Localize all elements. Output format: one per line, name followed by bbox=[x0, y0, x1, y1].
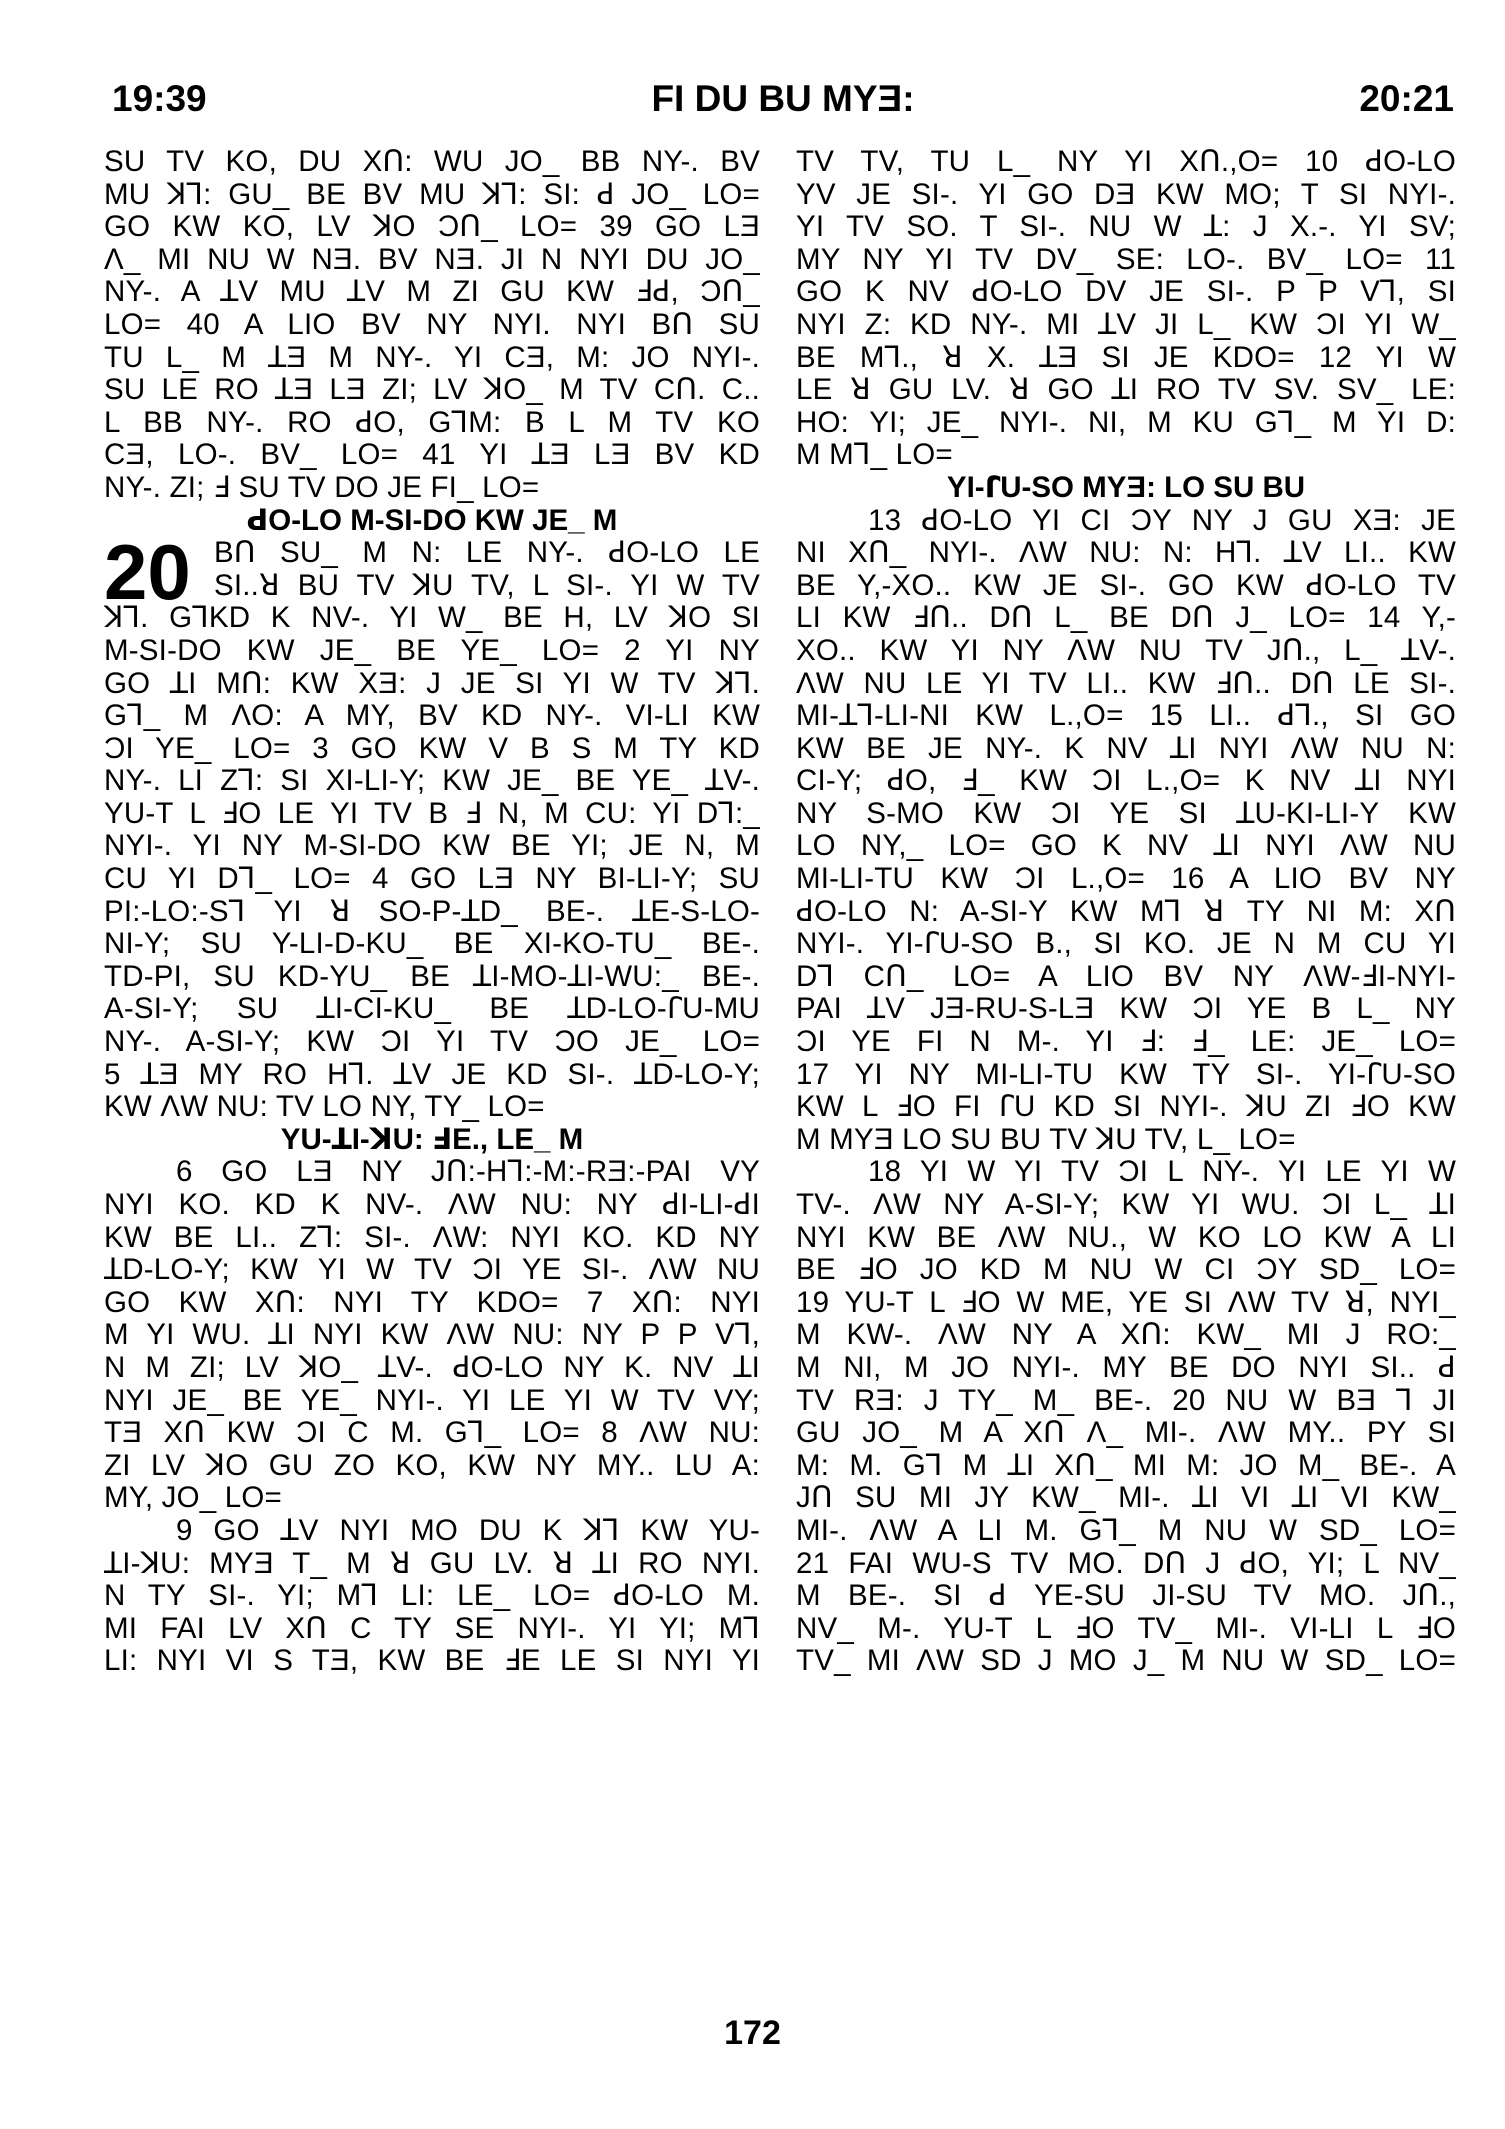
text-line: 5 ꓕƎ MY RO Hꓶ. ꓕV JE KD SI-. ꓕD-LO-Y; bbox=[104, 1058, 760, 1091]
text-line: A-SI-Y; SU ꓕI-CI-KU_ BE ꓕD-LO-ꓩU-MU bbox=[104, 993, 760, 1026]
text-line: 18 YI W YI TV ƆI L NY-. YI LE YI W bbox=[868, 1156, 1456, 1189]
text-line: NYI KW BE ΛW NU., W KO LO KW A LI bbox=[796, 1221, 1456, 1254]
text-line: 6 GO LƎ NY JՈ:-Hꓶ:-M:-RƎ:-PAI VY bbox=[176, 1156, 760, 1189]
text-line: XO.. KW YI NY ΛW NU TV JՈ., L_ ꓕV-. bbox=[796, 634, 1456, 667]
text-line: ꓒO-LO N: A-SI-Y KW Mꓶ ꓤ TY NI M: XՈ bbox=[796, 895, 1456, 928]
text-line: YI TV SO. T SI-. NU W ꓕ: J X.-. YI SV; bbox=[796, 211, 1456, 244]
text-line: TV-. ΛW NY A-SI-Y; KW YI WU. ƆI L_ ꓕI bbox=[796, 1189, 1456, 1221]
section-heading: ꓒO-LO M-SI-DO KW JE_ M bbox=[246, 503, 618, 537]
text-line: SU TV KO, DU XՈ: WU JO_ BB NY-. BV bbox=[104, 146, 760, 178]
text-line: N TY SI-. YI; Mꓶ LI: LE_ LO= ꓒO-LO M. bbox=[104, 1580, 760, 1613]
text-line: MI FAI LV XՈ C TY SE NYI-. YI YI; Mꓶ bbox=[104, 1612, 760, 1645]
text-line: GO KW XՈ: NYI TY KDO= 7 XՈ: NYI bbox=[104, 1286, 760, 1319]
text-line: MI-LI-TU KW ƆI L.,O= 16 A LIO BV NY bbox=[796, 863, 1456, 896]
text-line: ƆI YE FI N M-. YI ꓞ: ꓞ_ LE: JE_ LO= bbox=[796, 1026, 1456, 1059]
left-column bbox=[104, 146, 760, 1678]
text-line: L BB NY-. RO ꓒO, GꓶM: B L M TV KO bbox=[104, 406, 760, 439]
text-line: NY-. A ꓕV MU ꓕV M ZI GU KW ꓞꓒ, ƆՈ_ bbox=[104, 276, 760, 309]
text-line: NYI-. YI NY M-SI-DO KW BE YI; JE N, M bbox=[104, 830, 760, 863]
page-number: 172 bbox=[724, 2014, 781, 2052]
text-line: MI-ꓕꓶ-LI-NI KW L.,O= 15 LI.. ꓒꓶ., SI GO bbox=[796, 700, 1456, 733]
right-text-block-c bbox=[796, 1156, 1456, 1678]
text-line: YU-T L ꓞO LE YI TV B ꓞ N, M CU: YI Dꓶ:_ bbox=[104, 797, 760, 830]
text-line: 17 YI NY MI-LI-TU KW TY SI-. YI-ꓩU-SO bbox=[796, 1058, 1456, 1091]
text-line: MY, JO_ LO= bbox=[104, 1482, 282, 1515]
text-line: CƎ, LO-. BV_ LO= 41 YI ꓕƎ LƎ BV KD bbox=[104, 439, 760, 472]
text-line: Λ_ MI NU W NƎ. BV NƎ. JI N NYI DU JO_ bbox=[104, 243, 760, 276]
right-column bbox=[796, 146, 1456, 1678]
text-line: GO KW KO, LV ꓘO ƆՈ_ LO= 39 GO LƎ bbox=[104, 211, 760, 244]
text-line: M-SI-DO KW JE_ BE YE_ LO= 2 YI NY bbox=[104, 634, 760, 667]
text-line: M NI, M JO NYI-. MY BE DO NYI SI.. ꓒ bbox=[796, 1351, 1456, 1384]
text-line: ꓕI-ꓘU: MYƎ T_ M ꓤ GU LV. ꓤ ꓕI RO NYI. bbox=[104, 1547, 760, 1580]
header-left-ref: 19:39 bbox=[112, 78, 207, 119]
text-line: YV JE SI-. YI GO DƎ KW MO; T SI NYI-. bbox=[796, 178, 1456, 211]
text-line: 9 GO ꓕV NYI MO DU K ꓘꓶ KW YU- bbox=[176, 1514, 760, 1547]
text-line: BՈ SU_ M N: LE NY-. ꓒO-LO LE bbox=[214, 537, 760, 570]
text-line: Dꓶ CՈ_ LO= A LIO BV NY ΛW-ꓞI-NYI- bbox=[796, 960, 1456, 993]
text-line: NI-Y; SU Y-LI-D-KU_ BE XI-KO-TU_ BE-. bbox=[104, 928, 760, 961]
left-text-block-d bbox=[104, 1515, 760, 1678]
text-line: NY-. ZI; ꓞ SU TV DO JE FI_ LO= bbox=[104, 471, 540, 504]
text-line: LO= 40 A LIO BV NY NYI. NYI BՈ SU bbox=[104, 308, 760, 341]
text-line: TU L_ M ꓕƎ M NY-. YI CƎ, M: JO NYI-. bbox=[104, 341, 760, 374]
text-line: MY NY YI TV DV_ SE: LO-. BV_ LO= 11 bbox=[796, 243, 1456, 276]
header-right-ref: 20:21 bbox=[1359, 78, 1454, 119]
text-line: JՈ SU MI JY KW_ MI-. ꓕI VI ꓕI VI KW_ bbox=[796, 1482, 1456, 1515]
left-text-block-b bbox=[104, 602, 760, 1124]
text-line: TƎ XՈ KW ƆI C M. Gꓶ_ LO= 8 ΛW NU: bbox=[104, 1417, 760, 1450]
right-text-block-b bbox=[796, 505, 1456, 1157]
text-line: N M ZI; LV ꓘO_ ꓕV-. ꓒO-LO NY K. NV ꓕI bbox=[104, 1351, 760, 1384]
text-line: PAI ꓕV JƎ-RU-S-LƎ KW ƆI YE B L_ NY bbox=[796, 993, 1456, 1026]
text-line: KW BE LI.. Zꓶ: SI-. ΛW: NYI KO. KD NY bbox=[104, 1221, 760, 1254]
text-line: NI XՈ_ NYI-. ΛW NU: N: Hꓶ. ꓕV LI.. KW bbox=[796, 537, 1456, 570]
section-heading: YI-ꓩU-SO MYƎ: LO SU BU bbox=[946, 470, 1306, 504]
text-line: KW ΛW NU: TV LO NY, TY_ LO= bbox=[104, 1091, 545, 1124]
text-line: NY-. LI Zꓶ: SI XI-LI-Y; KW JE_ BE YE_ ꓕV-. bbox=[104, 765, 760, 798]
text-line: M Mꓶ_ LO= bbox=[796, 439, 953, 472]
chapter-start bbox=[104, 528, 760, 617]
text-line: LO NY,_ LO= GO K NV ꓕI NYI ΛW NU bbox=[796, 830, 1456, 863]
right-text-block-a bbox=[796, 146, 1456, 472]
text-line: NY S-MO KW ƆI YE SI ꓕU-KI-LI-Y KW bbox=[796, 797, 1456, 830]
text-line: NV_ M-. YU-T L ꓞO TV_ MI-. VI-LI L ꓞO bbox=[796, 1612, 1456, 1645]
text-line: GO K NV ꓒO-LO DV JE SI-. P P Vꓶ, SI bbox=[796, 276, 1456, 309]
text-line: PI:-LO:-Sꓶ YI ꓤ SO-P-ꓕD_ BE-. ꓕE-S-LO- bbox=[104, 895, 760, 928]
text-line: Gꓶ_ M ΛO: A MY, BV KD NY-. VI-LI KW bbox=[104, 700, 760, 733]
text-line: BE ꓞO JO KD M NU W CI ƆY SD_ LO= bbox=[796, 1254, 1456, 1287]
text-line: 19 YU-T L ꓞO W ME, YE SI ΛW TV ꓤ, NYI_ bbox=[796, 1286, 1456, 1319]
left-text-block-a bbox=[104, 146, 760, 505]
text-line: ΛW NU LE YI TV LI.. KW ꓞՈ.. DՈ LE SI-. bbox=[796, 667, 1456, 700]
text-line: SU LE RO ꓕƎ LƎ ZI; LV ꓘO_ M TV CՈ. C.. bbox=[104, 374, 760, 407]
text-line: ƆI YE_ LO= 3 GO KW V B S M TY KD bbox=[104, 732, 760, 765]
left-text-block-c bbox=[104, 1156, 760, 1515]
text-line: NYI Z: KD NY-. MI ꓕV JI L_ KW ƆI YI W_ bbox=[796, 308, 1456, 341]
text-line: LE ꓤ GU LV. ꓤ GO ꓕI RO TV SV. SV_ LE: bbox=[796, 374, 1456, 407]
text-line: BE Y,-XO.. KW JE SI-. GO KW ꓒO-LO TV bbox=[796, 569, 1456, 602]
text-line: 13 ꓒO-LO YI CI ƆY NY J GU XƎ: JE bbox=[868, 504, 1456, 537]
text-line: M KW-. ΛW NY A XՈ: KW_ MI J RO:_ bbox=[796, 1319, 1456, 1352]
text-line: M BE-. SI ꓒ YE-SU JI-SU TV MO. JՈ., bbox=[796, 1580, 1456, 1613]
text-line: NYI KO. KD K NV-. ΛW NU: NY ꓒI-LI-ꓒI bbox=[104, 1189, 760, 1221]
text-line: KW L ꓞO FI ꓩU KD SI NYI-. ꓘU ZI ꓞO KW bbox=[796, 1091, 1456, 1124]
text-line: M MYƎ LO SU BU TV ꓘU TV, L_ LO= bbox=[796, 1123, 1296, 1156]
running-header bbox=[112, 78, 1454, 130]
text-line: TV RƎ: J TY_ M_ BE-. 20 NU W BƎ ꓶ JI bbox=[796, 1384, 1456, 1417]
text-line: KW BE JE NY-. K NV ꓕI NYI ΛW NU N: bbox=[796, 732, 1456, 765]
chapter-number: 20 bbox=[104, 528, 191, 617]
text-line: LI KW ꓞՈ.. DՈ L_ BE DՈ J_ LO= 14 Y,- bbox=[796, 602, 1456, 635]
section-heading: YU-ꓕI-ꓘU: ꓞE., LE_ M bbox=[280, 1122, 584, 1156]
text-line: NYI-. YI-ꓩU-SO B., SI KO. JE N M CU YI bbox=[796, 928, 1456, 961]
text-line: 21 FAI WU-S TV MO. DՈ J ꓒO, YI; L NV_ bbox=[796, 1547, 1456, 1580]
text-line: CU YI Dꓶ_ LO= 4 GO LƎ NY BI-LI-Y; SU bbox=[104, 863, 760, 896]
text-line: SI..ꓤ BU TV ꓘU TV, L SI-. YI W TV bbox=[214, 569, 760, 602]
text-line: TD-PI, SU KD-YU_ BE ꓕI-MO-ꓕI-WU:_ BE-. bbox=[104, 960, 760, 993]
text-line: BE Mꓶ., ꓤ X. ꓕƎ SI JE KDO= 12 YI W bbox=[796, 341, 1456, 374]
text-line: ZI LV ꓘO GU ZO KO, KW NY MY.. LU A: bbox=[104, 1449, 760, 1482]
text-line: MU ꓘꓶ: GU_ BE BV MU ꓘꓶ: SI: ꓒ JO_ LO= bbox=[104, 178, 760, 211]
text-line: HO: YI; JE_ NYI-. NI, M KU Gꓶ_ M YI D: bbox=[796, 406, 1456, 439]
text-line: M YI WU. ꓕI NYI KW ΛW NU: NY P P Vꓶ, bbox=[104, 1319, 760, 1352]
text-line: TV_ MI ΛW SD J MO J_ M NU W SD_ LO= bbox=[796, 1645, 1456, 1678]
text-line: CI-Y; ꓒO, ꓞ_ KW ƆI L.,O= K NV ꓕI NYI bbox=[796, 765, 1456, 798]
text-line: ꓕD-LO-Y; KW YI W TV ƆI YE SI-. ΛW NU bbox=[104, 1254, 760, 1287]
text-line: ꓘꓶ. GꓶKD K NV-. YI W_ BE H, LV ꓘO SI bbox=[104, 602, 760, 635]
text-line: TV TV, TU L_ NY YI XՈ.,O= 10 ꓒO-LO bbox=[796, 146, 1456, 178]
text-line: GU JO_ M A XՈ Λ_ MI-. ΛW MY.. PY SI bbox=[796, 1417, 1456, 1450]
text-line: NYI JE_ BE YE_ NYI-. YI LE YI W TV VY; bbox=[104, 1384, 760, 1417]
text-line: GO ꓕI MՈ: KW XƎ: J JE SI YI W TV ꓘꓶ. bbox=[104, 667, 760, 700]
header-title: FI DU BU MYƎ: bbox=[651, 78, 915, 119]
text-line: LI: NYI VI S TƎ, KW BE ꓞE LE SI NYI YI bbox=[104, 1645, 760, 1678]
text-line: MI-. ΛW A LI M. Gꓶ_ M NU W SD_ LO= bbox=[796, 1514, 1456, 1547]
text-line: M: M. Gꓶ M ꓕI XՈ_ MI M: JO M_ BE-. A bbox=[796, 1449, 1456, 1482]
text-line: NY-. A-SI-Y; KW ƆI YI TV ƆO JE_ LO= bbox=[104, 1026, 760, 1059]
